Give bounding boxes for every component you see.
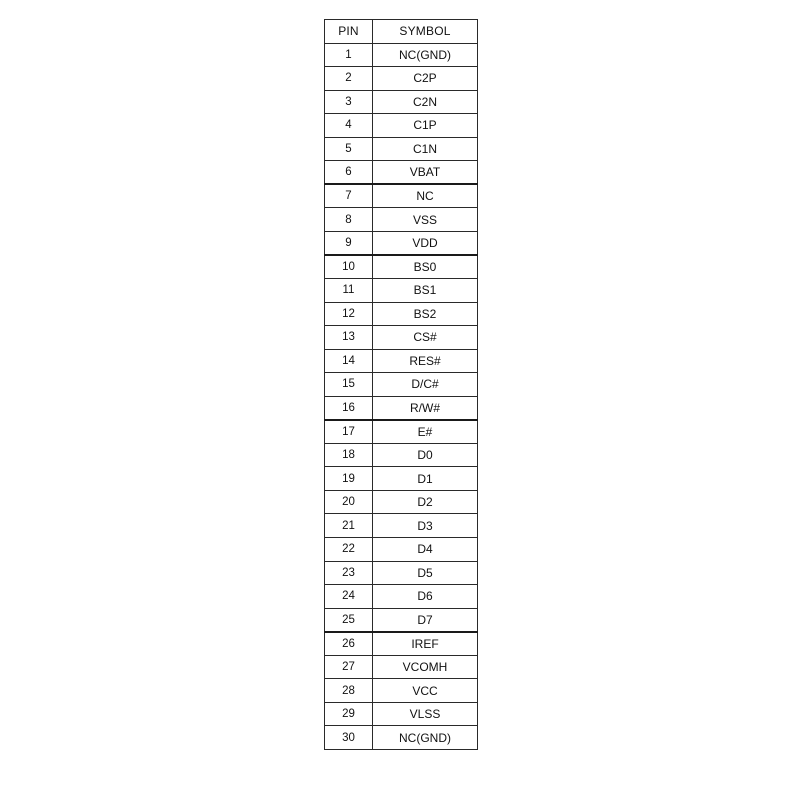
pin-symbol-cell: IREF (373, 632, 478, 656)
symbol-column-header: SYMBOL (373, 20, 478, 44)
pin-number-cell: 18 (325, 443, 373, 467)
pin-symbol-cell: D2 (373, 490, 478, 514)
pin-number-cell: 14 (325, 349, 373, 373)
pin-symbol-cell: CS# (373, 326, 478, 350)
table-row (325, 585, 478, 609)
table-row (325, 443, 478, 467)
table-row (325, 702, 478, 726)
pin-number-cell: 7 (325, 184, 373, 208)
table-row (325, 302, 478, 326)
pin-number-cell: 2 (325, 67, 373, 91)
pin-symbol-cell: VCC (373, 679, 478, 703)
pin-symbol-cell: VDD (373, 231, 478, 255)
pin-number-cell: 27 (325, 655, 373, 679)
pin-symbol-cell: C2N (373, 90, 478, 114)
pin-symbol-cell: VBAT (373, 161, 478, 185)
pin-number-cell: 28 (325, 679, 373, 703)
table-row (325, 726, 478, 750)
table-row (325, 326, 478, 350)
pin-column-header: PIN (325, 20, 373, 44)
table-row (325, 420, 478, 444)
table-row (325, 561, 478, 585)
pin-symbol-cell: C1P (373, 114, 478, 138)
pin-number-cell: 6 (325, 161, 373, 185)
pin-number-cell: 20 (325, 490, 373, 514)
pin-symbol-cell: NC(GND) (373, 726, 478, 750)
table-row (325, 349, 478, 373)
table-row (325, 114, 478, 138)
pin-number-cell: 29 (325, 702, 373, 726)
table-row (325, 255, 478, 279)
table-row (325, 67, 478, 91)
pin-symbol-cell: D5 (373, 561, 478, 585)
pin-symbol-cell: VSS (373, 208, 478, 232)
pin-number-cell: 22 (325, 538, 373, 562)
pin-symbol-cell: D4 (373, 538, 478, 562)
pin-symbol-cell: NC (373, 184, 478, 208)
pin-symbol-cell: D3 (373, 514, 478, 538)
pin-number-cell: 8 (325, 208, 373, 232)
pin-symbol-cell: NC(GND) (373, 43, 478, 67)
pin-number-cell: 19 (325, 467, 373, 491)
table-row (325, 184, 478, 208)
table-row (325, 43, 478, 67)
pin-symbol-cell: C2P (373, 67, 478, 91)
pin-symbol-cell: C1N (373, 137, 478, 161)
pin-number-cell: 17 (325, 420, 373, 444)
table-row (325, 279, 478, 303)
table-row (325, 231, 478, 255)
pin-number-cell: 15 (325, 373, 373, 397)
pin-symbol-cell: R/W# (373, 396, 478, 420)
pin-symbol-cell: BS2 (373, 302, 478, 326)
pin-symbol-cell: D7 (373, 608, 478, 632)
table-row (325, 538, 478, 562)
table-row (325, 373, 478, 397)
pin-symbol-cell: RES# (373, 349, 478, 373)
table-row (325, 396, 478, 420)
table-row (325, 679, 478, 703)
pin-number-cell: 10 (325, 255, 373, 279)
pin-number-cell: 13 (325, 326, 373, 350)
table-header-row (325, 20, 478, 44)
pin-symbol-cell: D6 (373, 585, 478, 609)
table-row (325, 467, 478, 491)
table-row (325, 137, 478, 161)
pin-symbol-cell: BS0 (373, 255, 478, 279)
table-row (325, 90, 478, 114)
pin-number-cell: 5 (325, 137, 373, 161)
pin-symbol-cell: BS1 (373, 279, 478, 303)
pin-number-cell: 30 (325, 726, 373, 750)
pin-number-cell: 12 (325, 302, 373, 326)
pin-number-cell: 21 (325, 514, 373, 538)
pin-number-cell: 25 (325, 608, 373, 632)
pin-symbol-cell: E# (373, 420, 478, 444)
pin-number-cell: 4 (325, 114, 373, 138)
pin-number-cell: 1 (325, 43, 373, 67)
table-row (325, 208, 478, 232)
pin-symbol-cell: VLSS (373, 702, 478, 726)
pin-number-cell: 11 (325, 279, 373, 303)
pin-symbol-cell: D1 (373, 467, 478, 491)
table-row (325, 514, 478, 538)
pin-number-cell: 23 (325, 561, 373, 585)
pin-number-cell: 9 (325, 231, 373, 255)
pin-symbol-cell: D/C# (373, 373, 478, 397)
table-row (325, 655, 478, 679)
pin-number-cell: 16 (325, 396, 373, 420)
table-row (325, 490, 478, 514)
table-row (325, 608, 478, 632)
pin-number-cell: 3 (325, 90, 373, 114)
table-row (325, 632, 478, 656)
table-row (325, 161, 478, 185)
pin-symbol-cell: VCOMH (373, 655, 478, 679)
pin-number-cell: 26 (325, 632, 373, 656)
pin-assignment-table (324, 19, 478, 750)
pin-number-cell: 24 (325, 585, 373, 609)
pin-symbol-cell: D0 (373, 443, 478, 467)
pin-table-body (325, 43, 478, 749)
